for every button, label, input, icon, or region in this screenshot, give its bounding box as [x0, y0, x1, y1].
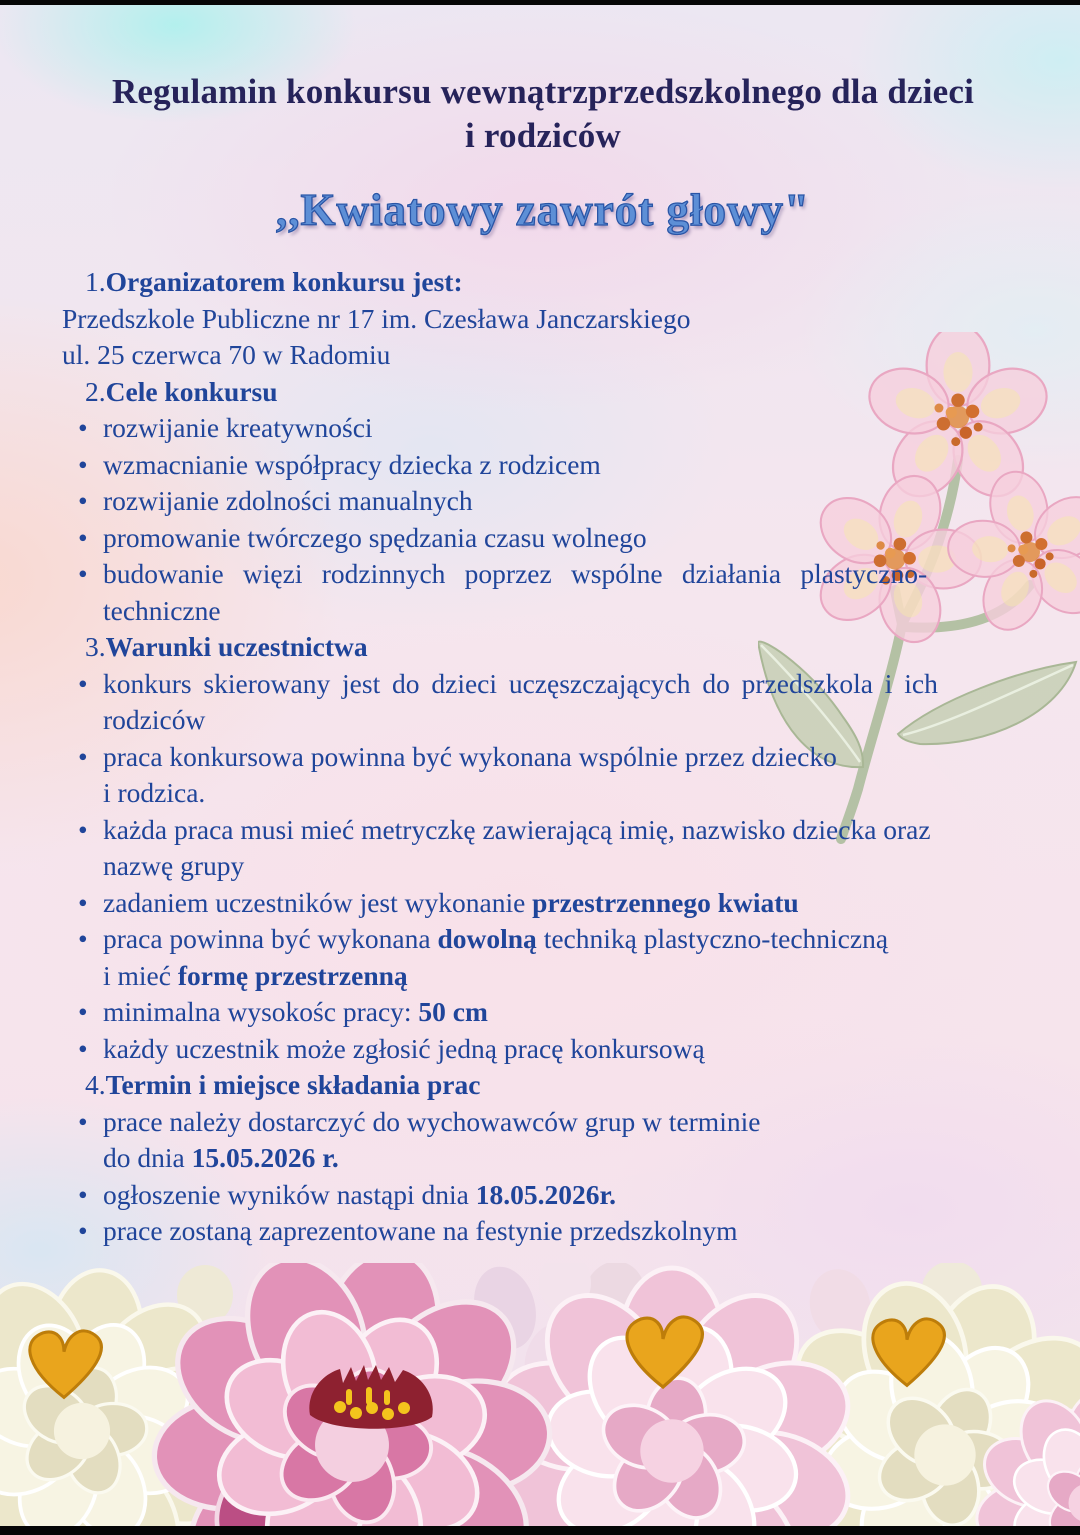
- bullet-icon: •: [78, 521, 88, 553]
- bullet-icon: •: [78, 923, 88, 954]
- section-heading: [62, 264, 1024, 301]
- title-line-2: i rodziców: [465, 116, 621, 155]
- bullet-icon: •: [78, 886, 88, 918]
- bullet-icon: •: [78, 667, 88, 699]
- top-black-bar: [0, 0, 1080, 5]
- section-number: 1.: [85, 266, 106, 297]
- bullet-icon: •: [78, 448, 88, 480]
- bullet-icon: •: [78, 1105, 88, 1137]
- list-item-text: budowanie więzi rodzinnych poprzez wspólne działania plastyczno- techniczne: [103, 558, 928, 626]
- list-item-text: rozwijanie kreatywności: [103, 412, 373, 443]
- section-goals: [62, 374, 1024, 630]
- organizer-address: ul. 25 czerwca 70 w Radomiu: [62, 339, 391, 370]
- section-participation: [62, 629, 1024, 1067]
- list-item: [62, 885, 1024, 922]
- list-item-text: ogłoszenie wyników nastąpi dnia 18.05.2026r.: [103, 1178, 617, 1210]
- list-item: [62, 483, 1024, 520]
- list-item-text: praca powinna być wykonana dowolną techniką plastyczno-techniczną i mieć formę przestrzenną: [103, 923, 889, 991]
- list-item: [62, 447, 1024, 484]
- title-line-1: Regulamin konkursu wewnątrzprzedszkolnego dla dzieci: [111, 72, 975, 111]
- section-title: Organizatorem konkursu jest:: [105, 266, 463, 297]
- list-item: [62, 1031, 1024, 1068]
- list-item: [62, 994, 1024, 1031]
- section-deadline: [62, 1067, 1024, 1250]
- bullet-icon: •: [78, 1178, 88, 1210]
- section-number: 2.: [85, 375, 106, 407]
- list-item-text: prace zostaną zaprezentowane na festynie przedszkolnym: [103, 1215, 738, 1246]
- list-item-text: zadaniem uczestników jest wykonanie przestrzennego kwiatu: [103, 886, 799, 918]
- list-item: [62, 520, 1024, 557]
- section-title: Cele konkursu: [105, 375, 278, 407]
- bullet-icon: •: [78, 740, 88, 772]
- rules-sections: [62, 264, 1024, 1250]
- list-item: [62, 1213, 1024, 1250]
- list-item: [62, 556, 1024, 629]
- list-item-text: prace należy dostarczyć do wychowawców grup w terminie do dnia 15.05.2026 r.: [103, 1105, 761, 1173]
- list-item-text: promowanie twórczego spędzania czasu wolnego: [103, 521, 647, 553]
- list-item: [62, 1177, 1024, 1214]
- bullet-icon: •: [78, 485, 88, 516]
- organizer-line: Przedszkole Publiczne nr 17 im. Czesława Janczarskiego: [62, 302, 691, 334]
- list-item: [62, 666, 1024, 739]
- bullet-icon: •: [78, 1215, 88, 1246]
- section-heading: [62, 1067, 1024, 1104]
- bullet-icon: •: [78, 813, 88, 845]
- section-number: 4.: [85, 1069, 106, 1100]
- list-item-text: wzmacnianie współpracy dziecka z rodzicem: [103, 448, 601, 480]
- list-item: [62, 1104, 1024, 1177]
- section-heading: [62, 629, 1024, 666]
- section-heading: [62, 374, 1024, 411]
- section-organizer: [62, 264, 1024, 374]
- list-item-text: praca konkursowa powinna być wykonana wspólnie przez dziecko i rodzica.: [103, 740, 837, 808]
- list-item: [62, 739, 1024, 812]
- bottom-black-bar: [0, 1526, 1080, 1535]
- poster-subtitle: ,,Kwiatowy zawrót głowy": [276, 185, 810, 235]
- list-item: [62, 921, 1024, 994]
- section-title: Warunki uczestnictwa: [105, 631, 368, 662]
- bullet-icon: •: [78, 558, 88, 589]
- list-item-text: konkurs skierowany jest do dzieci uczęszczających do przedszkola i ich rodziców: [103, 667, 938, 735]
- section-number: 3.: [85, 631, 106, 662]
- bullet-icon: •: [78, 996, 88, 1027]
- bullet-icon: •: [78, 1032, 88, 1064]
- list-item-text: każda praca musi mieć metryczkę zawierającą imię, nazwisko dziecka oraz nazwę grupy: [103, 813, 931, 881]
- list-item: [62, 812, 1024, 885]
- list-item-text: minimalna wysokośc pracy: 50 cm: [103, 996, 488, 1027]
- poster-title: [62, 70, 1024, 158]
- section-title: Termin i miejsce składania prac: [105, 1069, 481, 1100]
- list-item: [62, 410, 1024, 447]
- list-item-text: każdy uczestnik może zgłosić jedną pracę konkursową: [103, 1032, 705, 1064]
- bullet-icon: •: [78, 412, 88, 443]
- list-item-text: rozwijanie zdolności manualnych: [103, 485, 473, 516]
